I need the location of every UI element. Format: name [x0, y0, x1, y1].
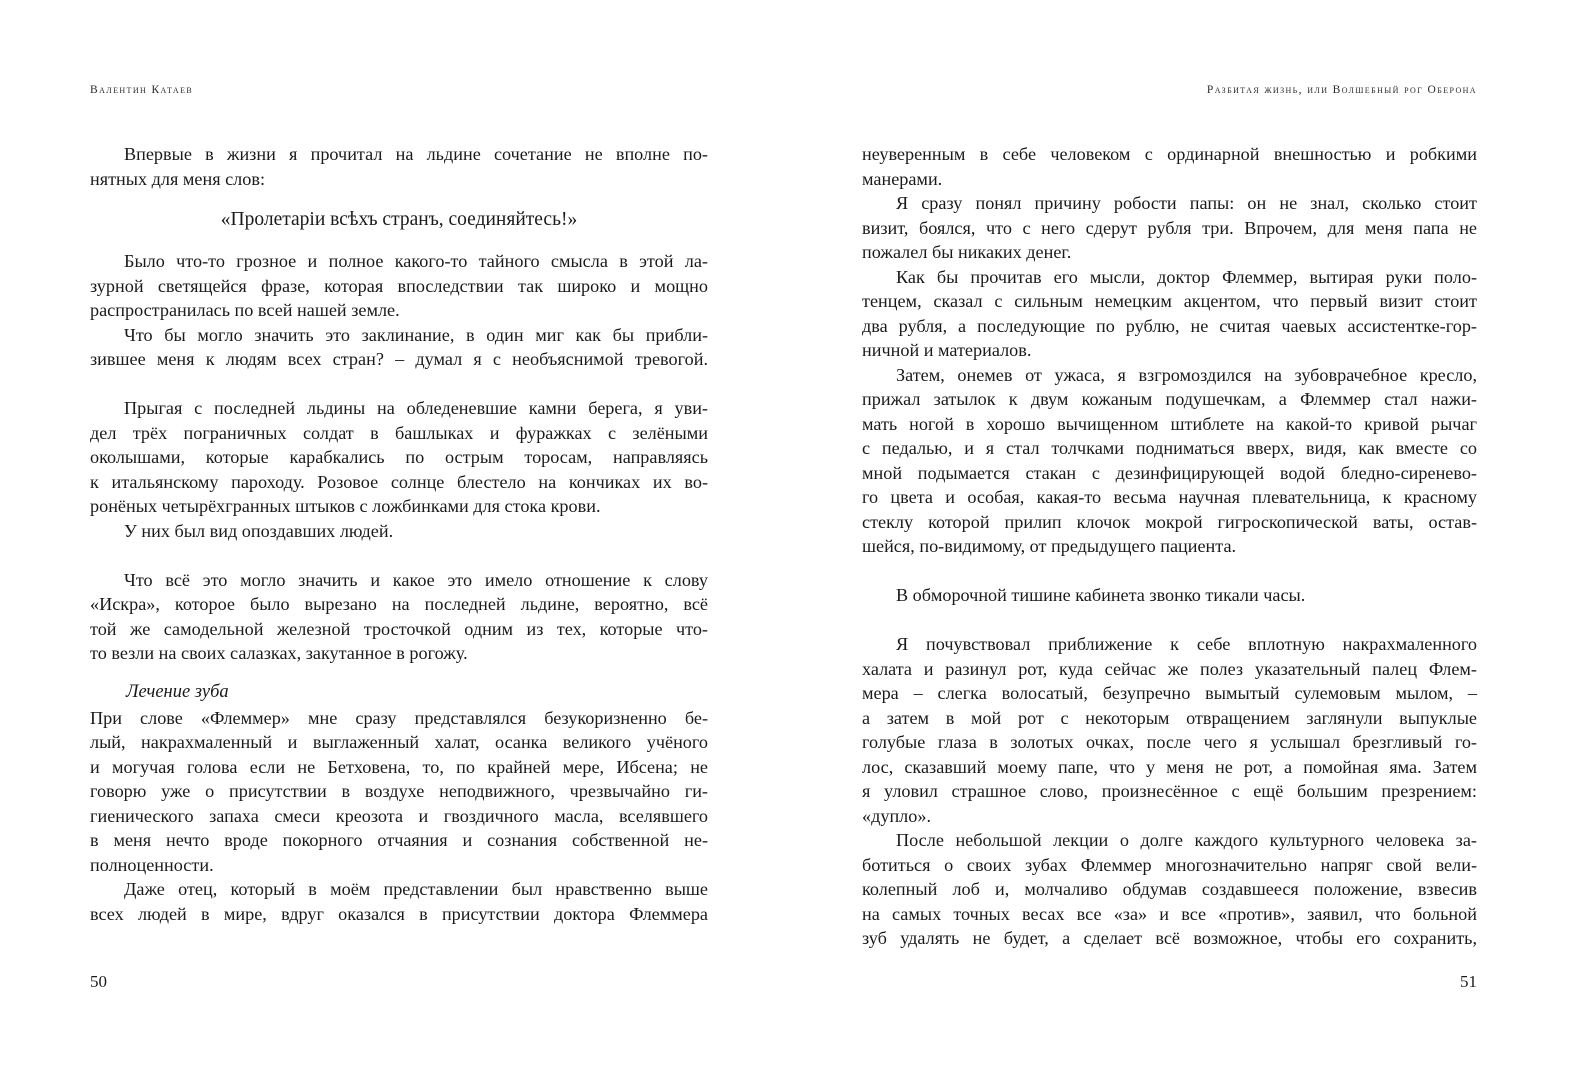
text-line: Что бы могло значить это заклинание, в один миг как бы прибли-	[124, 324, 708, 345]
text-line: В обморочной тишине кабинета звонко тикали часы.	[896, 585, 1306, 605]
text-line: то везли на своих салазках, закутанное в рогожу.	[90, 643, 468, 663]
text-line: ничной и материалов.	[862, 340, 1032, 360]
text-line: мера – слегка волосатый, безупречно вымытый сулемовым мылом, –	[862, 683, 1477, 703]
right-page	[862, 0, 1477, 1080]
right-page-body	[862, 142, 1477, 951]
text-line: стеклу которой прилип клочок мокрой гигроскопической ваты, остав-	[862, 511, 1477, 532]
text-line: Впервые в жизни я прочитал на льдине сочетание не вполне по-	[124, 144, 708, 164]
text-line: тенцем, сказал с сильным немецким акцентом, что первый визит стоит	[862, 291, 1477, 311]
text-line: распространилась по всей нашей земле.	[90, 300, 400, 320]
text-line: околышами, которые карабкались по острым торосам, направляясь	[90, 447, 708, 467]
text-line: в меня нечто вроде покорного отчаяния и сознания собственной не-	[90, 830, 708, 850]
text-line: ронёных четырёхгранных штыков с ложбинками для стока крови.	[90, 496, 601, 516]
text-line: мать ногой в хорошо вычищенном штиблете на какой-то кривой рычаг	[862, 413, 1477, 434]
text-line: гиенического запаха смеси креозота и гвоздичного масла, вселявшего	[90, 805, 708, 826]
text-line: зившее меня к людям всех стран? – думал я с необъяснимой тревогой.	[90, 349, 708, 369]
text-line: на самых точных весах все «за» и все «против», заявил, что больной	[862, 903, 1477, 924]
text-line: два рубля, а последующие по рублю, не считая чаевых ассистентке-гор-	[862, 315, 1477, 336]
text-line: Что всё это могло значить и какое это имело отношение к слову	[124, 569, 708, 590]
text-line: зурной светящейся фразе, которая впоследствии так широко и мощно	[90, 275, 708, 296]
text-line: полноценности.	[90, 854, 214, 875]
page-number: 50	[90, 972, 107, 991]
text-line: зуб удалять не будет, а сделает всё возможное, чтобы его сохранить,	[862, 928, 1477, 948]
text-line: всех людей в мире, вдруг оказался в присутствии доктора Флеммера	[90, 903, 708, 924]
text-line: пожалел бы никаких денег.	[862, 242, 1072, 262]
text-line: У них был вид опоздавших людей.	[124, 520, 394, 541]
text-line: нятных для меня слов:	[90, 168, 265, 189]
text-line: После небольшой лекции о долге каждого культурного человека за-	[896, 830, 1477, 850]
text-line: шейся, по-видимому, от предыдущего пациента.	[862, 536, 1237, 556]
text-line: халата и разинул рот, куда сейчас же полез указательный палец Флем-	[862, 658, 1477, 679]
left-page-body	[90, 142, 708, 926]
text-line: с педалью, и я стал толчками подниматься вверх, видя, как вместе со	[862, 438, 1477, 458]
slogan: «Пролетаріи всѣхъ странъ, соединяйтесь!»	[220, 209, 578, 230]
text-line: прижал затылок к двум кожаным подушечкам, а Флеммер стал нажи-	[862, 389, 1477, 409]
text-line: «Искра», которое было вырезано на последней льдине, вероятно, всё	[90, 594, 708, 614]
text-line: лос, сказавший моему папе, что у меня не рот, а помойная яма. Затем	[862, 756, 1477, 777]
text-line: дел трёх пограничных солдат в башлыках и фуражках с зелёными	[90, 422, 708, 443]
text-line: я уловил страшное слово, произнесённое с ещё большим презрением:	[862, 781, 1477, 801]
left-page	[90, 0, 708, 1080]
section-subheading: Лечение зуба	[126, 681, 229, 702]
text-line: голубые глаза в золотых очках, после чего я услышал брезгливый го-	[862, 732, 1477, 752]
text-line: Прыгая с последней льдины на обледеневшие камни берега, я уви-	[124, 398, 708, 418]
running-head-author: Валентин Катаев	[90, 84, 194, 96]
text-line: а затем в мой рот с некоторым отвращением заглянули выпуклые	[862, 707, 1477, 728]
text-line: визит, боялся, что с него сдерут рубля три. Впрочем, для меня папа не	[862, 217, 1477, 238]
text-line: говорю уже о присутствии в воздухе неподвижного, чрезвычайно ги-	[90, 781, 708, 801]
text-line: и могучая голова если не Бетховена, то, по крайней мере, Ибсена; не	[90, 756, 708, 777]
text-line: Даже отец, который в моём представлении был нравственно выше	[124, 879, 708, 899]
text-line: колепный лоб и, молчаливо обдумав создавшееся положение, взвесив	[862, 879, 1477, 899]
text-line: неуверенным в себе человеком с ординарной внешностью и робкими	[862, 144, 1477, 164]
text-line: манерами.	[862, 168, 943, 189]
text-line: Было что-то грозное и полное какого-то тайного смысла в этой ла-	[124, 251, 708, 271]
text-line: лый, накрахмаленный и выглаженный халат, осанка великого учёного	[90, 732, 708, 752]
text-line: «дупло».	[862, 805, 931, 826]
text-line: Я почувствовал приближение к себе вплотную накрахмаленного	[896, 634, 1477, 654]
text-line: ботиться о своих зубах Флеммер многозначительно напряг свой вели-	[862, 854, 1477, 875]
text-line: При слове «Флеммер» мне сразу представлялся безукоризненно бе-	[90, 707, 708, 728]
text-line: мной подымается стакан с дезинфицирующей водой бледно-сиренево-	[862, 462, 1477, 483]
running-head-title: Разбитая жизнь, или Волшебный рог Оберона	[1206, 84, 1477, 96]
text-line: Как бы прочитав его мысли, доктор Флеммер, вытирая руки поло-	[896, 266, 1477, 287]
text-line: го цвета и особая, какая-то весьма научная плевательница, к красному	[862, 487, 1477, 507]
text-line: к итальянскому пароходу. Розовое солнце блестело на кончиках их во-	[90, 471, 708, 492]
text-line: той же самодельной железной тросточкой одним из тех, которые что-	[90, 618, 708, 639]
text-line: Затем, онемев от ужаса, я взгромоздился на зубоврачебное кресло,	[896, 364, 1477, 385]
text-line: Я сразу понял причину робости папы: он не знал, сколько стоит	[896, 193, 1477, 213]
page-number: 51	[1460, 972, 1477, 991]
